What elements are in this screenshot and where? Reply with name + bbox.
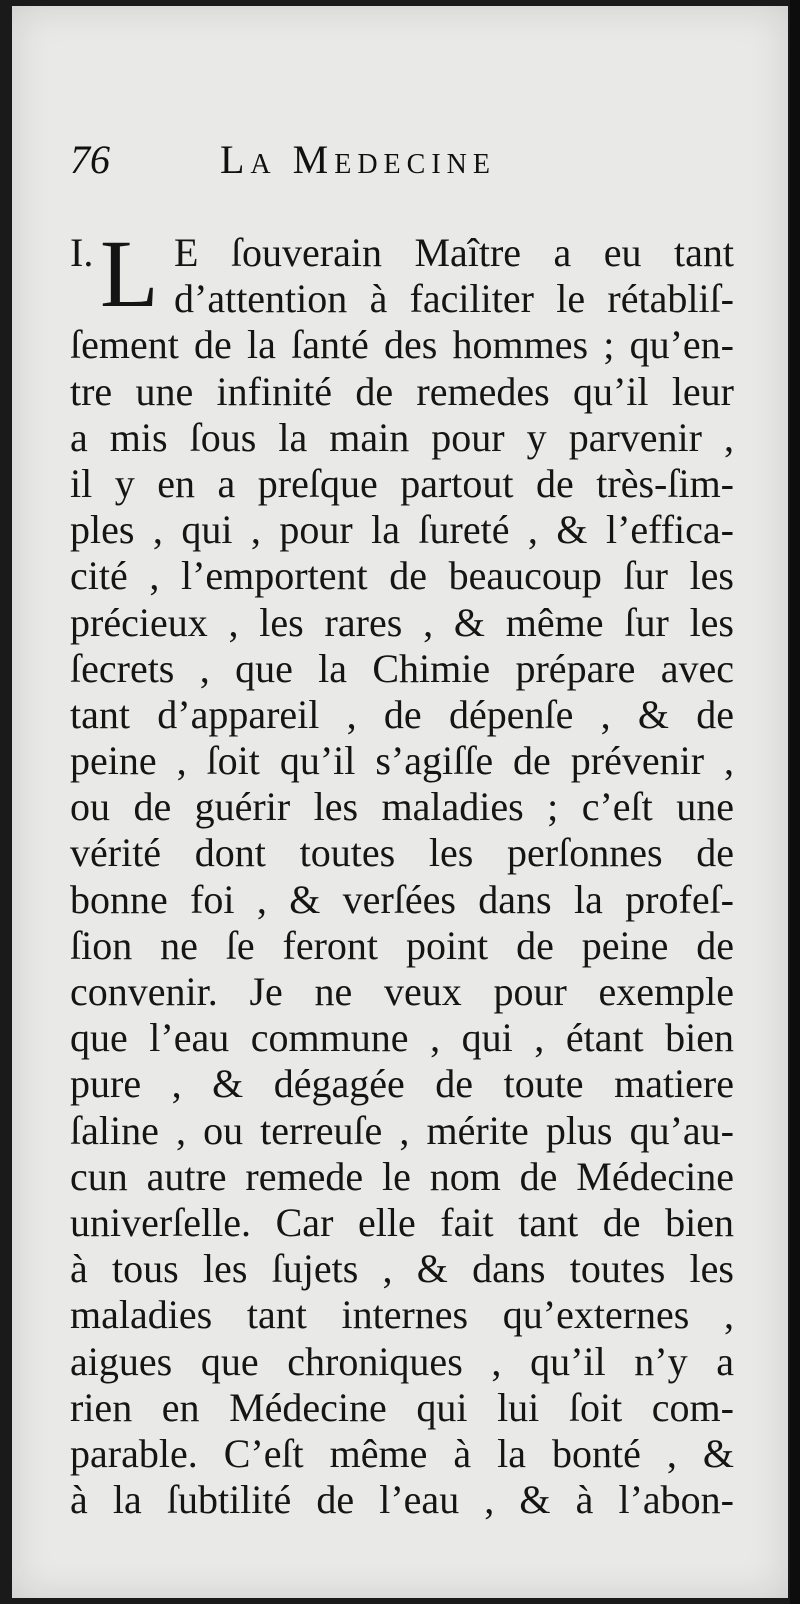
text-line: aigues que chroniques , qu’il n’y a: [70, 1338, 734, 1384]
section-number: I.: [70, 230, 94, 275]
text-line: peine , ſoit qu’il s’agiſſe de prévenir ,: [70, 738, 734, 784]
text-line: bonne foi , & verſées dans la profeſ-: [70, 876, 734, 922]
text-line: que l’eau commune , qui , étant bien: [70, 1015, 734, 1061]
text-line: d’attention à faciliter le rétabliſ-: [174, 276, 734, 322]
text-line: à tous les ſujets , & dans toutes les: [70, 1246, 734, 1292]
text-line: ples , qui , pour la ſureté , & l’effica-: [70, 507, 734, 553]
book-page: [12, 6, 788, 1598]
page-number: 76: [70, 137, 110, 182]
text-line: tre une infinité de remedes qu’il leur: [70, 368, 734, 414]
text-line: a mis ſous la main pour y parvenir ,: [70, 414, 734, 460]
text-line: ou de guérir les maladies ; c’eſt une: [70, 784, 734, 830]
text-line: cun autre remede le nom de Médecine: [70, 1153, 734, 1199]
text-line: rien en Médecine qui lui ſoit com-: [70, 1384, 734, 1430]
text-line: convenir. Je ne veux pour exemple: [70, 969, 734, 1014]
text-line: ſecrets , que la Chimie prépare avec: [70, 645, 734, 691]
text-line: il y en a preſque partout de très-ſim-: [70, 460, 734, 506]
text-line: tant d’appareil , de dépenſe , & de: [70, 691, 734, 737]
text-line: E ſouverain Maître a eu tant: [174, 230, 734, 275]
running-title: La Medecine: [220, 137, 496, 182]
page-header: [70, 130, 750, 190]
text-line: précieux , les rares , & même ſur les: [70, 599, 734, 645]
text-line: ſion ne ſe feront point de peine de: [70, 922, 734, 968]
text-line: vérité dont toutes les perſonnes de: [70, 830, 734, 876]
text-line: à la ſubtilité de l’eau , & à l’abon-: [70, 1477, 734, 1523]
text-line: parable. C’eſt même à la bonté , &: [70, 1430, 734, 1476]
text-line: ſement de la ſanté des hommes ; qu’en-: [70, 322, 734, 368]
text-line: pure , & dégagée de toute matiere: [70, 1061, 734, 1107]
page-edge-shadow: [790, 0, 800, 1604]
drop-cap: L: [100, 220, 159, 327]
paragraph-text: [70, 220, 734, 1523]
text-line: cité , l’emportent de beaucoup ſur les: [70, 553, 734, 599]
text-line: maladies tant internes qu’externes ,: [70, 1292, 734, 1338]
text-line: ſaline , ou terreuſe , mérite plus qu’au-: [70, 1107, 734, 1153]
text-line: univerſelle. Car elle fait tant de bien: [70, 1199, 734, 1245]
